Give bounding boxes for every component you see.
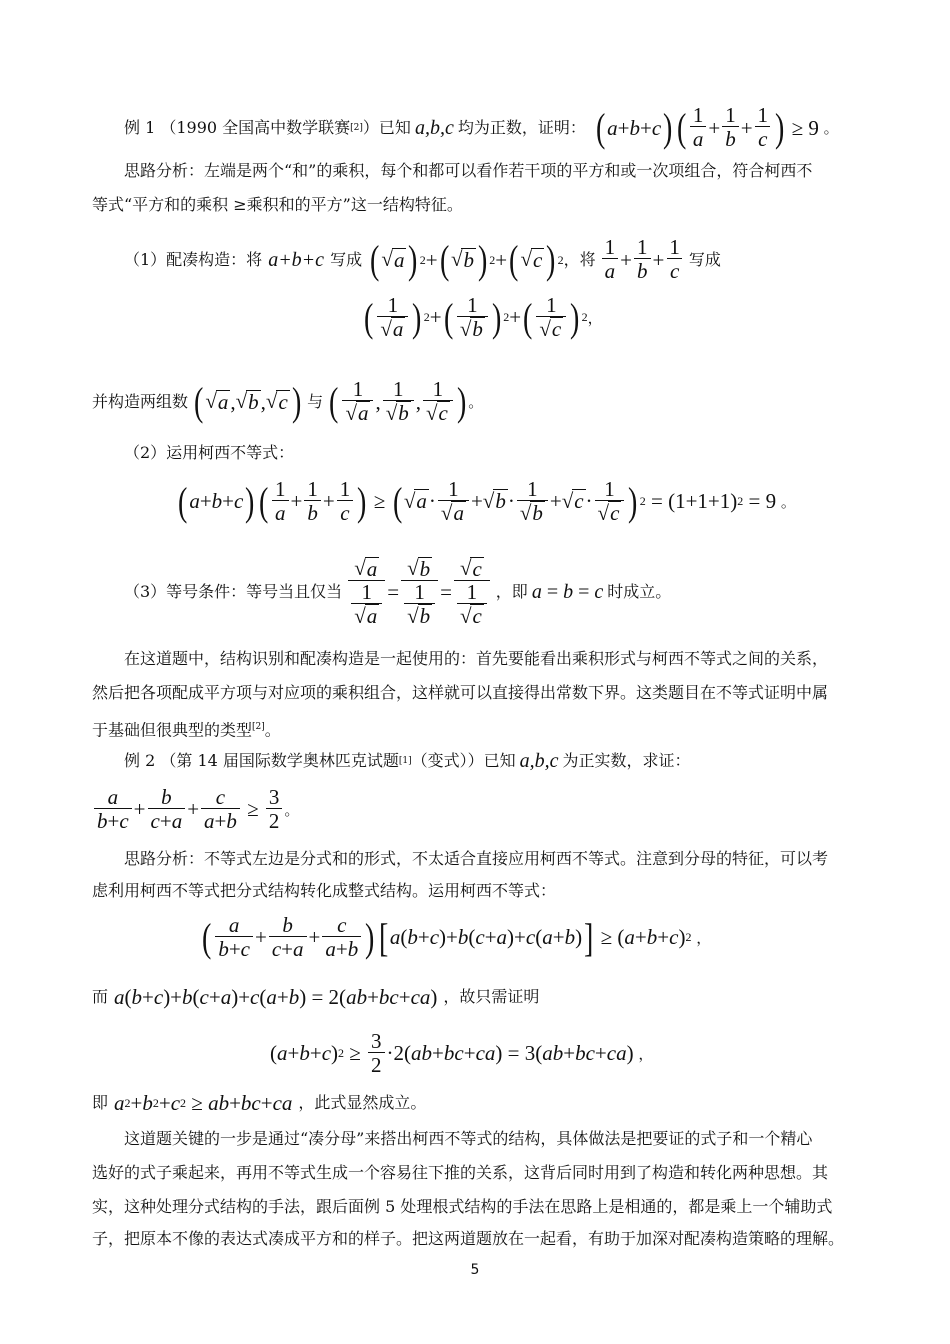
ex2-variables: a,b,c [519, 750, 559, 772]
and-word-2: 而 [92, 987, 109, 1006]
equality-ratios: √ a 1 √ a = √ b 1 √ b = √ c 1 √ c [346, 557, 492, 628]
step1-write-as-2: 写成 [688, 249, 721, 269]
equality-condition-label: （3）等号条件：等号当且仅当 [124, 582, 343, 601]
remaining-inequality: ( a + b + c ) 2 ≥ $\frac{3}{2}$ ·2( ab + bc + ca ) = 3( ab + bc + ca ) ， [270, 1029, 654, 1077]
citation-ref-3: [1] [398, 756, 412, 766]
ex2-head-text: 例 2 （第 14 届国际数学奥林匹克试题 [124, 751, 399, 770]
ex2-comment-line-2: 选好的式子乘起来，再用不等式生成一个容易往下推的关系，这背后同时用到了构造和转化两种思想。其 [92, 1163, 829, 1182]
ex1-comment-line-2: 然后把各项配成平方项与对应项的乘积组合，这样就可以直接得出常数下界。这类题目在不等式证明中属 [92, 683, 829, 702]
ex2-so-line [92, 1092, 426, 1114]
obviously-holds: ，此式显然成立。 [298, 1093, 427, 1112]
ex1-head-text-c: 均为正数，证明： [457, 117, 586, 137]
namely-word-2: 即 [92, 1093, 109, 1112]
reciprocal-sqrt-squares: ( 1 √ a ) 2 + ( 1 √ b ) 2 + ( 1 √ c ) 2 ， [363, 293, 603, 341]
sum-abc: a+b+c [268, 248, 325, 271]
ex2-comment-line-3: 实，这种处理分式结构的手法，跟后面例 5 处理根式结构的手法在思路上是相通的，都是乘上一个辅助式 [92, 1197, 833, 1216]
example-1-heading [124, 104, 839, 151]
a-eq-b-eq-c: a = b = c [531, 581, 604, 603]
ex1-variables: a,b,c [414, 116, 454, 139]
denominator-sum: a ( b + c )+ b ( c + a )+ c ( a + b ) = 2( ab + bc + ca ) [114, 985, 438, 1009]
step1-comma-will: ，将 [563, 249, 596, 269]
sqrt-square-sum: ( √ a ) 2 + ( √ b ) 2 + ( √ c ) 2 [370, 236, 564, 282]
tuple-sqrt: ( √ a , √ b , √ c ) [194, 378, 302, 424]
citation-ref-2: [2] [252, 722, 265, 732]
ex2-analysis-line-1: 思路分析：不等式左边是分式和的形式，不太适合直接应用柯西不等式。注意到分母的特征，可以考 [124, 849, 829, 868]
tuple-reciprocal-sqrt: ( 1 √ a , 1 √ b , 1 √ c ) 。 [329, 377, 484, 425]
ex2-head-text-c: 为正实数，求证： [562, 751, 691, 770]
comment-3-text: 于基础但很典型的类型 [92, 720, 253, 740]
ex1-step-1-tuples [92, 378, 487, 425]
citation-ref: [2] [350, 122, 363, 133]
and-word: 与 [307, 391, 324, 411]
ex1-head-text-b: ）已知 [362, 117, 411, 137]
ex1-inequality: ( a + b + c ) ( $\frac{1}{a}$ + $\frac{1}{b}$ + $\frac{1}{c}$ ) ≥ 9 。 [595, 103, 839, 151]
step1-label: （1）配凑构造：将 [124, 249, 263, 269]
ex1-analysis-line-1: 思路分析：左端是两个“和”的乘积，每个和都可以看作若干项的平方和或一次项组合，符合柯西不 [124, 161, 813, 180]
namely-word: ，即 [495, 582, 528, 601]
final-inequality: a 2 + b 2 + c 2 ≥ ab + bc + ca [114, 1091, 293, 1115]
step1-write-as: 写成 [330, 249, 363, 269]
ex2-head-text-b: （变式））已知 [411, 751, 516, 770]
ex1-step-3 [124, 552, 671, 632]
ex1-head-text: 例 1 （1990 全国高中数学联赛 [124, 117, 351, 137]
ex1-comment-line-3 [92, 716, 281, 741]
ex1-step-2: （2）运用柯西不等式： [124, 443, 295, 462]
ex2-then-line [92, 986, 539, 1008]
comment-3-end: 。 [264, 720, 281, 740]
ex2-comment-line-4: 子，把原本不像的表达式凑成平方和的样子。把这两道题放在一起看，有助于加深对配凑构造策略的理解。 [92, 1229, 845, 1248]
ex2-analysis-line-2: 虑利用柯西不等式把分式结构转化成整式结构。运用柯西不等式： [92, 881, 557, 900]
holds-word: 时成立。 [607, 582, 672, 601]
cauchy-fraction-product: ( $\frac{a}{b+c}$ + $\frac{b}{c+a}$ + $\frac{c}{a+b}$ ) [ a ( b + c )+ b ( c + a )+ c ( a + b ) ] ≥ ( a + b + c ) 2 ， [201, 913, 712, 961]
nesbitt-inequality: $\frac{a}{b+c}$ + $\frac{b}{c+a}$ + $\frac{c}{a+b}$ ≥ $\frac{3}{2}$ 。 [92, 786, 299, 833]
reciprocal-sum: $\frac{1}{a}$ + $\frac{1}{b}$ + $\frac{1}{c}$ [600, 236, 685, 283]
example-2-heading [124, 750, 691, 772]
ex1-comment-line-1: 在这道题中，结构识别和配凑构造是一起使用的：首先要能看出乘积形式与柯西不等式之间的关系， [124, 649, 829, 668]
so-only-need: ，故只需证明 [443, 987, 540, 1006]
cauchy-application: ( a + b + c ) ( $\frac{1}{a}$ + $\frac{1}{b}$ + $\frac{1}{c}$ ) ≥ ( √ a · 1 √ a + √ b · 1 √ b + √ c · 1 √ c ) 2 = (1+1+1) 2 = 9 。 [177, 477, 796, 525]
ex2-comment-line-1: 这道题关键的一步是通过“凑分母”来搭出柯西不等式的结构，具体做法是把要证的式子和一个精心 [124, 1129, 813, 1148]
page-number: 5 [470, 1262, 480, 1278]
ex1-step-1 [124, 236, 721, 283]
construct-two-groups: 并构造两组数 [92, 391, 189, 411]
ex1-analysis-line-2: 等式“平方和的乘积 ≥乘积和的平方”这一结构特征。 [92, 195, 463, 214]
